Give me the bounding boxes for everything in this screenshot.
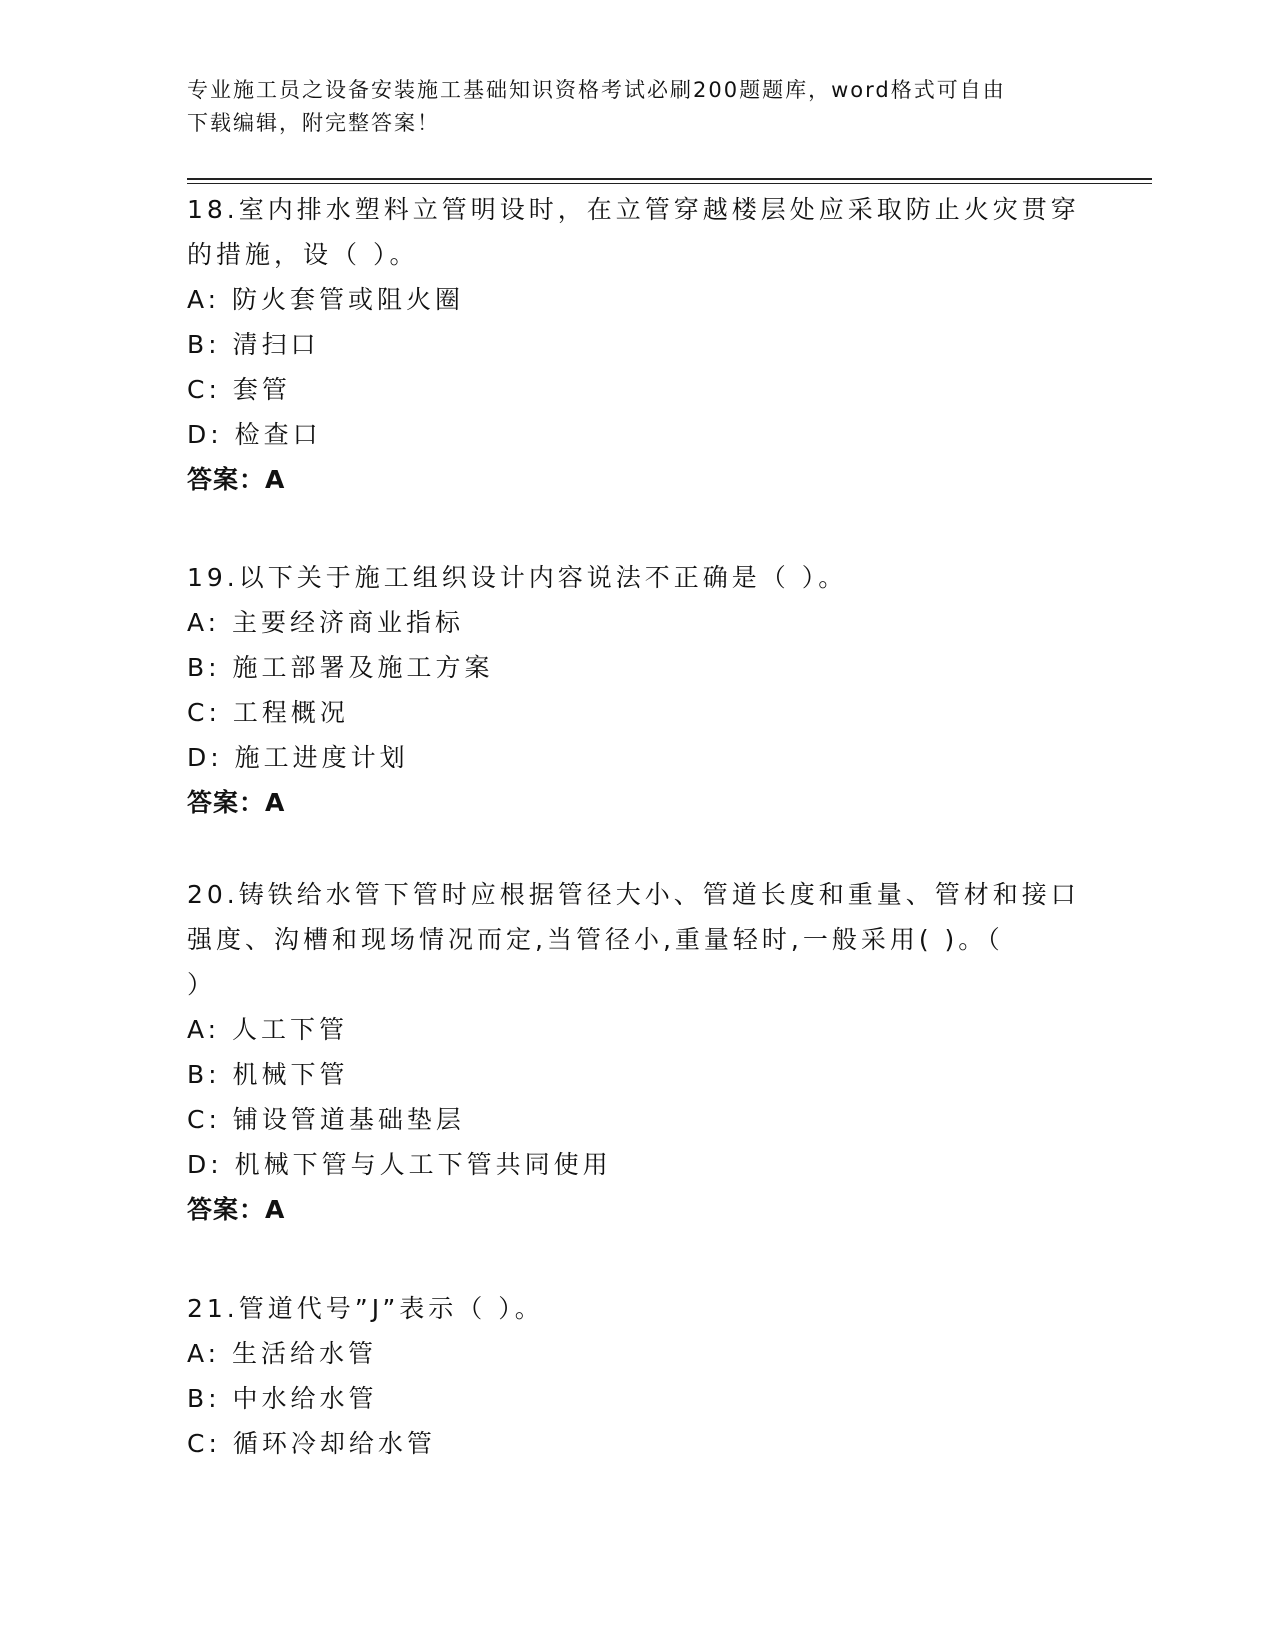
question-stem-line: ） (187, 970, 217, 999)
header-divider-thick (187, 178, 1152, 180)
option-a: A: 防火套管或阻火圈 (187, 285, 465, 314)
answer-label: 答案：A (187, 465, 286, 494)
question-21 (187, 1286, 1077, 1466)
question-stem-line: 19.以下关于施工组织设计内容说法不正确是（ ）。 (187, 563, 848, 592)
option-c: C: 工程概况 (187, 698, 349, 727)
option-a: A: 人工下管 (187, 1015, 349, 1044)
option-c: C: 套管 (187, 375, 291, 404)
option-d: D: 机械下管与人工下管共同使用 (187, 1150, 612, 1179)
option-d: D: 施工进度计划 (187, 743, 409, 772)
header-line-2: 下载编辑，附完整答案！ (187, 111, 440, 135)
option-d: D: 检查口 (187, 420, 322, 449)
question-stem-line: 的措施，设（ ）。 (187, 240, 419, 269)
answer-label: 答案：A (187, 788, 286, 817)
question-20 (187, 872, 1080, 1232)
question-stem-line: 20.铸铁给水管下管时应根据管径大小、管道长度和重量、管材和接口 (187, 880, 1080, 909)
option-a: A: 生活给水管 (187, 1339, 378, 1368)
document-header (187, 74, 1067, 140)
option-b: B: 机械下管 (187, 1060, 349, 1089)
question-19 (187, 555, 1077, 825)
question-stem-line: 21.管道代号”J”表示（ ）。 (187, 1294, 544, 1323)
option-a: A: 主要经济商业指标 (187, 608, 465, 637)
option-c: C: 循环冷却给水管 (187, 1429, 436, 1458)
option-c: C: 铺设管道基础垫层 (187, 1105, 465, 1134)
header-divider-thin (187, 183, 1152, 184)
option-b: B: 施工部署及施工方案 (187, 653, 494, 682)
answer-label: 答案：A (187, 1195, 286, 1224)
header-line-1: 专业施工员之设备安装施工基础知识资格考试必刷200题题库，word格式可自由 (187, 78, 1006, 102)
option-b: B: 中水给水管 (187, 1384, 378, 1413)
option-b: B: 清扫口 (187, 330, 320, 359)
question-stem-line: 强度、沟槽和现场情况而定,当管径小,重量轻时,一般采用( )。（ (187, 925, 1004, 954)
question-18 (187, 187, 1080, 502)
question-stem-line: 18.室内排水塑料立管明设时，在立管穿越楼层处应采取防止火灾贯穿 (187, 195, 1080, 224)
